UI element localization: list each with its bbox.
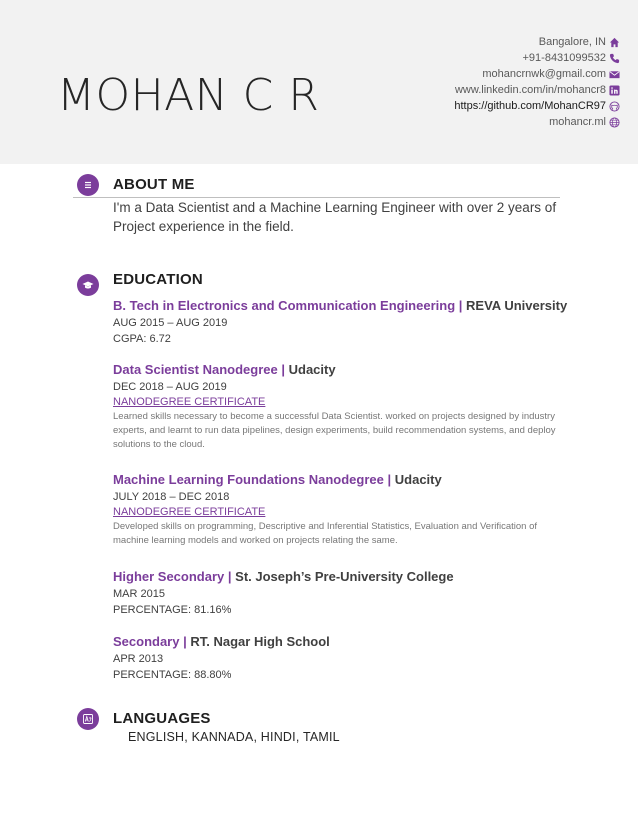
school-name: RT. Nagar High School (190, 634, 330, 649)
education-title: EDUCATION (113, 271, 203, 288)
entry-heading (113, 633, 573, 651)
school-name: REVA University (466, 298, 568, 313)
location-text: Bangalore, IN (538, 36, 606, 48)
heading-separator: | (387, 472, 392, 487)
education-entry-secondary (113, 633, 573, 683)
degree-name: Machine Learning Foundations Nanodegree (113, 472, 384, 487)
education-entry-ml-foundations (113, 471, 573, 548)
degree-name: Secondary (113, 634, 180, 649)
phone-icon (609, 53, 620, 64)
github-text[interactable]: https://github.com/MohanCR97 (454, 100, 606, 112)
resume-header (0, 0, 638, 164)
linkedin-icon (609, 85, 620, 96)
website-text[interactable]: mohancr.ml (549, 116, 606, 128)
entry-heading (113, 297, 573, 315)
contact-website[interactable] (454, 114, 620, 130)
languages-title: LANGUAGES (113, 710, 211, 727)
entry-dates: MAR 2015 (113, 588, 165, 600)
menu-lines-icon (82, 179, 94, 191)
phone-text: +91-8431099532 (522, 52, 606, 64)
entry-dates: AUG 2015 – AUG 2019 (113, 317, 228, 329)
entry-score: PERCENTAGE: 81.16% (113, 604, 232, 616)
entry-score: CGPA: 6.72 (113, 333, 171, 345)
translate-icon (82, 713, 94, 725)
email-icon (609, 69, 620, 80)
home-icon (609, 37, 620, 48)
entry-heading (113, 361, 573, 379)
candidate-name: MOHAN C R (57, 70, 320, 121)
entry-description: Learned skills necessary to become a successful Data Scientist. worked on projects designed by industry experts, and learnt to run data pipelines, design experiments, build recommendation systems, and deploy solutions to the cloud. (113, 411, 556, 450)
contact-email[interactable] (454, 66, 620, 82)
languages-list: ENGLISH, KANNADA, HINDI, TAMIL (128, 730, 340, 744)
entry-score: PERCENTAGE: 88.80% (113, 669, 232, 681)
linkedin-text[interactable]: www.linkedin.com/in/mohancr8 (454, 84, 606, 96)
heading-separator: | (281, 362, 285, 377)
contact-linkedin[interactable] (454, 82, 620, 98)
entry-heading (113, 568, 573, 586)
contact-github[interactable] (454, 98, 620, 114)
education-entry-higher-secondary (113, 568, 573, 618)
github-icon (609, 101, 620, 112)
entry-dates: JULY 2018 – DEC 2018 (113, 491, 230, 503)
contact-block (454, 34, 620, 130)
contact-location (454, 34, 620, 50)
certificate-link[interactable]: NANODEGREE CERTIFICATE (113, 506, 266, 518)
about-title: ABOUT ME (113, 176, 195, 193)
graduation-cap-icon (82, 279, 94, 291)
about-text: I'm a Data Scientist and a Machine Learning Engineer with over 2 years of Project experience in the field. (113, 200, 557, 234)
degree-name: Data Scientist Nanodegree (113, 362, 278, 377)
entry-description: Developed skills on programming, Descriptive and Inferential Statistics, Evaluation and Verification of machine learning models and worked on projects relating the same. (113, 521, 538, 546)
degree-name: B. Tech in Electronics and Communication Engineering (113, 298, 456, 313)
education-entry-data-scientist (113, 361, 573, 452)
entry-heading (113, 471, 573, 489)
education-entry-btech (113, 297, 573, 347)
school-name: Udacity (288, 362, 336, 377)
email-text[interactable]: mohancrnwk@gmail.com (482, 68, 606, 80)
heading-separator: | (458, 298, 463, 313)
languages-section-icon (77, 708, 99, 730)
school-name: St. Joseph’s Pre-University College (235, 569, 454, 584)
degree-name: Higher Secondary (113, 569, 225, 584)
heading-separator: | (183, 634, 187, 649)
entry-dates: APR 2013 (113, 653, 164, 665)
contact-phone (454, 50, 620, 66)
entry-dates: DEC 2018 – AUG 2019 (113, 381, 227, 393)
about-section-icon (77, 174, 99, 196)
globe-icon (609, 117, 620, 128)
certificate-link[interactable]: NANODEGREE CERTIFICATE (113, 396, 266, 408)
school-name: Udacity (394, 472, 442, 487)
heading-separator: | (227, 569, 232, 584)
education-section-icon (77, 274, 99, 296)
